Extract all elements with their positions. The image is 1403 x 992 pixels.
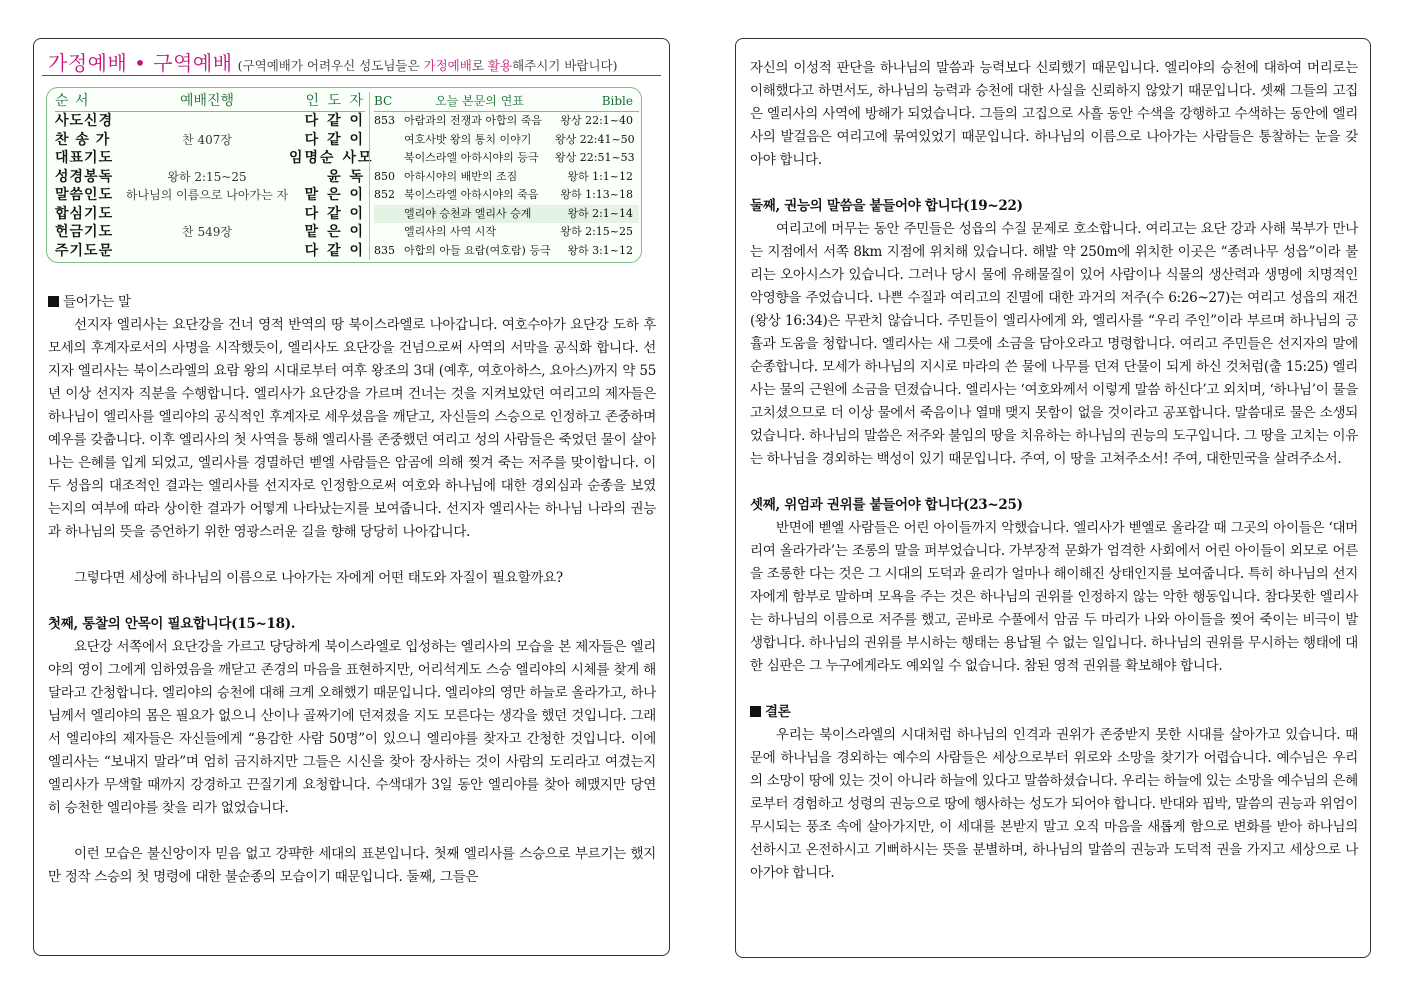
right-body (750, 57, 1358, 885)
order-item-name: 성경봉독 (55, 168, 114, 185)
chronology-row (374, 131, 639, 150)
chronology-bible: 왕하 3:1~12 (567, 243, 633, 257)
order-item-detail (125, 205, 289, 224)
order-item-leader: 윤 독 (327, 168, 365, 185)
first-point-paragraph: 요단강 서쪽에서 요단강을 가르고 당당하게 북이스라엘로 입성하는 엘리사의 모습을 본 제자들은 엘리야의 영이 그에게 임하였음을 깨닫고 존경의 마음을 표현하지만, 어리석게도 스승 엘리야의 시체를 찾게 해달라고 간청합니다. 엘리야의 승천에 대해 크게 오해했기 때문입니다. 엘리야의 영만 하늘로 올라가고, 하나님께서 엘리야의 몸은 필요가 없으니 산이나 골짜기에 던져졌을 지도 모른다는 생각을 했던 것입니다. 그래서 엘리야의 제자들은 자신들에게 “용감한 사람 50명”이 있으니 엘리야를 찾자고 간청한 것입니다. 이에 엘리사는 “보내지 말라”며 엄히 금지하지만 그들은 시신을 찾아 장사하는 것이 사람의 도리라고 여겼는지 엘리사가 무색할 때까지 강경하고 끈질기게 요청합니다. 수색대가 3일 동안 엘리야를 찾아 헤맸지만 당연히 승천한 엘리야를 찾을 리가 없었습니다. (48, 639, 656, 816)
worship-order-row (55, 242, 365, 261)
third-point-heading: 셋째, 위엄과 권위를 붙들어야 합니다(23~25) (750, 497, 1023, 513)
order-item-detail (125, 186, 289, 205)
title-note-highlight-2: 활용 (487, 58, 513, 73)
title-note-post: 해주시기 바랍니다) (512, 58, 618, 73)
bible-header: Bible (601, 94, 633, 108)
conclusion-paragraph: 우리는 북이스라엘의 시대처럼 하나님의 인격과 권위가 존중받지 못한 시대를 살아가고 있습니다. 때문에 하나님을 경외하는 예수의 사람들은 세상으로부터 위로와 소망을 찾기가 어렵습니다. 예수님은 우리의 소망이 땅에 있는 것이 아니라 하늘에 있다고 말씀하셨습니다. 우리는 하늘에 있는 소망을 예수님의 은혜로부터 경험하고 성령의 권능으로 땅에 행사하는 성도가 되어야 합니다. 반대와 핍박, 말씀의 권능과 위엄이 무시되는 풍조 속에 살아가지만, 이 세대를 본받지 말고 오직 마음을 새롭게 함으로 변화를 받아 하나님의 선하시고 온전하시고 기뻐하시는 뜻을 분별하며, 하나님의 말씀의 권능과 도덕적 권을 가지고 세상으로 나아가야 합니다. (750, 727, 1358, 881)
second-point-paragraph: 여리고에 머무는 동안 주민들은 성읍의 수질 문제로 호소합니다. 여리고는 요단 강과 사해 북부가 만나는 지점에서 서쪽 8km 지점에 위치해 있습니다. 해발 약 250m에 위치한 이곳은 “종려나무 성읍”이라 불리는 오아시스가 있습니다. 그러나 당시 물에 유해물질이 있어 사람이나 식물의 생산력과 생명에 치명적인 악영향을 주었습니다. 나쁜 수질과 여리고의 진멸에 대한 과거의 저주(수 6:26~27)는 여리고 성읍의 재건(왕상 16:34)은 무관치 않습니다. 주민들이 엘리사에게 와, 엘리사를 “우리 주인”이라 부르며 하나님의 긍휼과 도움을 청합니다. 엘리사는 새 그릇에 소금을 담아오라고 명령합니다. 여리고 주민들은 선지자의 말에 순종합니다. 모세가 하나님의 지시로 마라의 쓴 물에 나무를 던져 단물이 되게 하신 것처럼(출 15:25) 엘리사는 물의 근원에 소금을 던졌습니다. 엘리사는 ‘여호와께서 이렇게 말씀 하신다’고 외치며, ‘하나님’이 물을 고치셨으므로 더 이상 물에서 죽음이나 열매 맺지 못함이 없을 것이라고 공포합니다. 말씀대로 물은 소생되었습니다. 하나님의 말씀은 저주와 불임의 땅을 치유하는 하나님의 권능의 도구입니다. 그 땅을 고치는 이유는 하나님을 경외하는 백성이 있기 때문입니다. 주여, 이 땅을 고쳐주소서! 주여, 대한민국을 살려주소서. (750, 221, 1358, 467)
chronology-bible: 왕하 1:13~18 (560, 188, 633, 201)
intro-heading: 들어가는 말 (48, 291, 656, 314)
event-header: 오늘 본문의 연표 (435, 94, 524, 108)
chronology-event: 엘리사의 사역 시작 (404, 225, 497, 238)
chronology-bc (374, 149, 404, 168)
order-item-leader: 다 같 이 (304, 113, 365, 129)
chronology-row (374, 112, 639, 131)
order-item-detail (125, 112, 289, 131)
third-point-paragraph: 반면에 벧엘 사람들은 어린 아이들까지 악했습니다. 엘리사가 벧엘로 올라갈 때 그곳의 아이들은 ‘대머리여 올라가라’는 조롱의 말을 퍼부었습니다. 가부장적 문화가 엄격한 사회에서 어린 아이들이 외모로 어른을 조롱한 다는 것은 그 시대의 도덕과 윤리가 얼마나 해이해진 상태인지를 보여줍니다. 특히 하나님의 선지자에게 함부로 말하며 모욕을 주는 것은 하나님의 권위를 인정하지 않는 악한 행동입니다. 참다못한 엘리사는 하나님의 이름으로 저주를 했고, 곧바로 수풀에서 암곰 두 마리가 나와 아이들을 찢어 죽이는 비극이 발생합니다. 하나님의 권위를 부시하는 행태는 용납될 수 없는 일입니다. 하나님의 권위를 무시하는 행태에 대한 심판은 그 누구에게라도 예외일 수 없습니다. 참된 영적 권위를 확보해야 합니다. (750, 520, 1358, 674)
worship-order-box (46, 87, 642, 263)
order-item-leader: 다 같 이 (304, 242, 365, 259)
order-item-detail-text: 왕하 2:15~25 (167, 169, 247, 184)
worship-order-header (55, 92, 365, 112)
right-page (735, 38, 1371, 958)
second-point-heading: 둘째, 권능의 말씀을 붙들어야 합니다(19~22) (750, 198, 1023, 214)
chronology-row (374, 223, 639, 242)
left-page (33, 38, 670, 956)
program-header: 예배진행 (179, 93, 235, 109)
title-note (238, 58, 618, 73)
title-note-pre: (구역예배가 어려우신 성도님들은 (237, 58, 424, 73)
first-point-heading: 첫째, 통찰의 안목이 필요합니다(15~18). (48, 616, 296, 632)
chronology-bible: 왕상 22:41~50 (555, 132, 635, 146)
order-item-detail-text: 하나님의 이름으로 나아가는 자 (125, 188, 289, 202)
continued-paragraph: 자신의 이성적 판단을 하나님의 말씀과 능력보다 신뢰했기 때문입니다. 엘리야의 승천에 대하여 머리로는 이해했다고 하면서도, 하나님의 능력과 승천에 대한 사실을 신뢰하지 않았기 때문입니다. 셋째 그들의 고집은 엘리사의 사역에 방해가 되었습니다. 그들의 고집으로 사흘 동안 수색을 강행하고 수색하는 동안에 엘리사의 발걸음은 여리고에 묶여있었기 때문입니다. 하나님의 이름으로 나아가는 사람들은 통찰하는 눈을 갖아야 합니다. (750, 60, 1358, 168)
order-item-detail (125, 223, 289, 242)
chronology-row (374, 186, 639, 205)
order-item-name: 사도신경 (55, 113, 114, 129)
chronology-bc (374, 223, 404, 242)
intro-paragraph: 선지자 엘리사는 요단강을 건너 영적 반역의 땅 북이스라엘로 나아갑니다. 여호수아가 요단강 도하 후 모세의 후계자로서의 사명을 시작했듯이, 엘리사도 요단강을 건넘으로써 사역의 서막을 공식화 합니다. 선지자 엘리사는 북이스라엘의 요람 왕의 시대로부터 여후 왕조의 3대 (예후, 여호아하스, 요아스)까지 약 55년 이상 선지자 직분을 수행합니다. 엘리사가 요단강을 가르며 건너는 것을 지켜보았던 여리고의 제자들은 하나님이 엘리사를 엘리야의 공식적인 후계자로 세우셨음을 깨닫고, 자신들의 스승으로 인정하고 존중하며 예우를 갖춥니다. 이후 엘리사의 첫 사역을 통해 엘리사를 존중했던 여리고 성의 사람들은 죽었던 물이 살아나는 은혜를 입게 되었고, 엘리사를 경멸하던 벧엘 사람들은 암곰에 의해 찢겨 죽는 저주를 맞이합니다. 이 두 성읍의 대조적인 결과는 엘리사를 선지자로 인정함으로써 여호와 하나님에 대한 경외심과 순종을 보였는지의 여부에 따라 상이한 결과가 어떻게 나타났는지를 보여줍니다. 선지자 엘리사는 하나님 나라의 권능과 하나님의 뜻을 증언하기 위한 영광스러운 길을 향해 당당히 나아갑니다. (48, 317, 656, 540)
chronology-event: 아합의 아들 요람(여호람) 등극 (404, 243, 551, 257)
title-note-highlight-1: 가정예배 (423, 58, 472, 73)
order-item-leader: 맡 은 이 (304, 224, 365, 240)
order-item-leader: 맡 은 이 (304, 187, 365, 203)
worship-order-row (55, 186, 365, 205)
chronology-event: 아람과의 전쟁과 아합의 죽음 (404, 114, 543, 127)
chronology-bible: 왕하 2:15~25 (560, 225, 633, 238)
chronology-event: 엘리야 승천과 엘리사 승계 (404, 206, 532, 220)
square-bullet-icon (48, 296, 59, 307)
order-item-detail (125, 131, 289, 150)
order-item-leader: 다 같 이 (304, 131, 365, 148)
chronology-bc: 850 (374, 169, 395, 183)
worship-order-row (55, 149, 374, 168)
order-item-leader: 임명순 사모 (289, 150, 374, 166)
square-bullet-icon (750, 706, 761, 717)
chronology-bc (374, 205, 404, 224)
order-item-name: 주기도문 (55, 242, 114, 259)
order-item-detail-text: 찬 407장 (182, 132, 232, 147)
order-header: 순 서 (55, 93, 90, 109)
worship-order-row (55, 223, 365, 242)
worship-order-table (55, 92, 374, 260)
order-item-detail-text: 찬 549장 (182, 225, 232, 239)
worship-order-row (55, 205, 365, 224)
chronology-row (374, 149, 639, 168)
order-item-detail (125, 168, 289, 187)
title-note-mid: 로 (471, 58, 488, 73)
chronology-bible: 왕하 1:1~12 (567, 169, 633, 183)
worship-order-row (55, 168, 365, 187)
left-body (48, 291, 656, 889)
order-item-name: 합심기도 (55, 205, 114, 222)
chronology-table (369, 92, 639, 260)
order-item-name: 대표기도 (55, 150, 114, 166)
chronology-bc: 835 (374, 243, 395, 257)
chronology-bc: 852 (374, 188, 395, 201)
conclusion-heading: 결론 (750, 701, 1358, 724)
chronology-event: 북이스라엘 아하시야의 등극 (404, 151, 539, 164)
order-item-name: 찬 송 가 (55, 131, 111, 148)
worship-order-row (55, 131, 365, 150)
title-row (48, 47, 658, 75)
chronology-row (374, 205, 639, 224)
chronology-event: 여호사밧 왕의 통치 이야기 (404, 132, 532, 146)
order-item-leader: 다 같 이 (304, 205, 365, 222)
order-item-detail (125, 149, 289, 168)
order-item-name: 말씀인도 (55, 187, 114, 203)
chronology-bible: 왕상 22:1~40 (560, 114, 633, 127)
chronology-row (374, 242, 639, 261)
chronology-bc: 853 (374, 114, 395, 127)
page-title: 가정예배 • 구역예배 (48, 51, 233, 75)
chronology-event: 아하시야의 배반의 조짐 (404, 169, 518, 183)
bc-header: BC (374, 94, 393, 108)
worship-order-row (55, 112, 365, 131)
leader-header: 인 도 자 (305, 93, 365, 109)
chronology-header (374, 92, 639, 112)
first-point-paragraph-2: 이런 모습은 불신앙이자 믿음 없고 강퍅한 세대의 표본입니다. 첫째 엘리사를 스승으로 부르기는 했지만 정작 스승의 첫 명령에 대한 불순종의 모습이기 때문입니다. 둘째, 그들은 (48, 846, 656, 885)
title-divider (42, 75, 661, 76)
chronology-bible: 왕상 22:51~53 (555, 151, 635, 164)
chronology-bible: 왕하 2:1~14 (567, 206, 633, 220)
intro-question: 그렇다면 세상에 하나님의 이름으로 나아가는 자에게 어떤 태도와 자질이 필요할까요? (74, 570, 563, 586)
order-item-detail (125, 242, 289, 261)
order-item-name: 헌금기도 (55, 224, 114, 240)
chronology-event: 북이스라엘 아하시야의 죽음 (404, 188, 539, 201)
chronology-bc (374, 131, 404, 150)
chronology-row (374, 168, 639, 187)
